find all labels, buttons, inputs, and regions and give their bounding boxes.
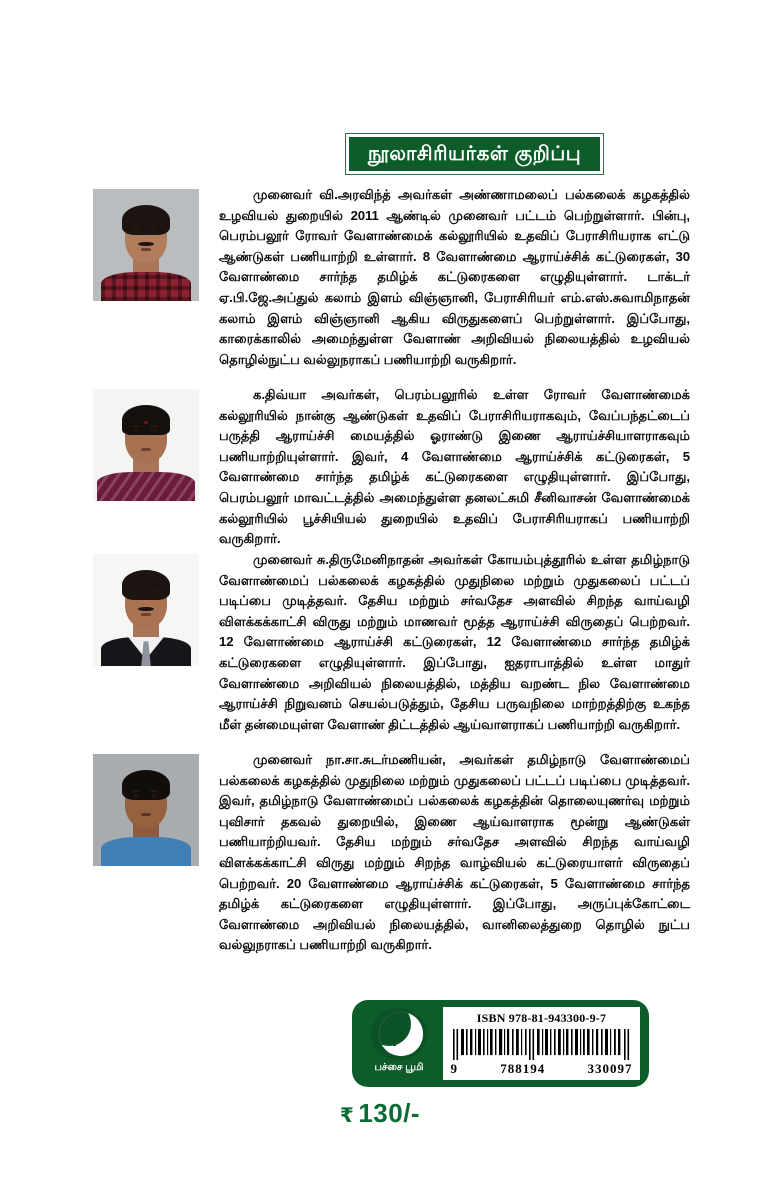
banner-fill	[349, 137, 600, 171]
barcode-digit-group2: 330097	[587, 1061, 633, 1076]
author-photo-2	[93, 389, 199, 501]
barcode-card	[443, 1007, 640, 1080]
author-photo-1	[93, 189, 199, 301]
leaf-farmer-icon	[371, 1008, 427, 1060]
author-bio: முனைவர் சு.திருமேனிநாதன் அவர்கள் கோயம்புத்தூரில் உள்ள தமிழ்நாடு வேளாண்மைப் பல்கலைக் கழகத்தில் முதுநிலை மற்றும் முதுகலைப் பட்டப் படிப்பை முடித்தவர். தேசிய மற்றும் சர்வதேச அளவில் சிறந்த வாய்வழி விளக்கக்காட்சி விருது மற்றும் மாணவர் மூத்த ஆராய்ச்சி விருதைப் பெற்றவர். 12 வேளாண்மை ஆராய்ச்சி கட்டுரைகள், 12 வேளாண்மை சார்ந்த தமிழ்க் கட்டுரைகளை எழுதியுள்ளார். இப்போது, ஐதராபாத்தில் உள்ள மாதுர் வேளாண்மை அறிவியல் நிலையத்தில், மத்திய வறண்ட நில வேளாண்மை ஆராய்ச்சி நிறுவனம் செயல்படுத்தும், தேசிய பருவநிலை மாற்றத்திற்கு உகந்த மீள் தன்மையுள்ள வேளாண் திட்டத்தில் ஆய்வாளராகப் பணியாற்றி வருகிறார்.	[219, 552, 690, 732]
author-block	[0, 550, 760, 750]
page-title: நூலாசிரியர்கள் குறிப்பு	[367, 143, 582, 165]
price-line	[0, 1098, 760, 1129]
isbn-publisher-badge	[352, 1000, 649, 1087]
author-block	[0, 385, 760, 550]
barcode-digit-left: 9	[450, 1061, 458, 1076]
author-bio: க.திவ்யா அவர்கள், பெரம்பலூரில் உள்ள ரோவர் வேளாண்மைக் கல்லூரியில் நான்கு ஆண்டுகள் உதவிப் பேராசிரியராகவும், வேப்பந்தட்டைப் பருத்தி ஆராய்ச்சி மையத்தில் ஓராண்டு இணை ஆராய்ச்சியாளராகவும் பணியாற்றியுள்ளார். இவர், 4 வேளாண்மை ஆராய்ச்சிக் கட்டுரைகள், 5 வேளாண்மை சார்ந்த தமிழ்க் கட்டுரைகளை எழுதியுள்ளார். இப்போது, பெரம்பலூர் மாவட்டத்தில் அமைந்துள்ள தனலட்சுமி சீனிவாசன் வேளாண்மைக் கல்லூரியில் பூச்சியியல் துறையில் உதவிப் பேராசிரியராகப் பணியாற்றி வருகிறார்.	[219, 387, 690, 547]
rupee-icon: ₹	[339, 1105, 355, 1127]
publisher-logo	[361, 1007, 437, 1080]
author-block	[0, 185, 760, 385]
publisher-name: பச்சை பூமி	[374, 1062, 424, 1073]
author-bio: முனைவர் வி.அரவிந்த் அவர்கள் அண்ணாமலைப் பல்கலைக் கழகத்தில் உழவியல் துறையில் 2011 ஆண்டில் முனைவர் பட்டம் பெற்றுள்ளார். பின்பு, பெரம்பலூர் ரோவர் வேளாண்மைக் கல்லூரியில் உதவிப் பேராசிரியராக எட்டு ஆண்டுகள் பணியாற்றி உள்ளார். 8 வேளாண்மை ஆராய்ச்சிக் கட்டுரைகள், 30 வேளாண்மை சார்ந்த தமிழ்க் கட்டுரைகளை எழுதியுள்ளார். டாக்டர் ஏ.பி.ஜே.அப்துல் கலாம் இளம் விஞ்ஞானி, பேராசிரியர் எம்.எஸ்.சுவாமிநாதன் கலாம் இளம் விஞ்ஞானி ஆகிய விருதுகளைப் பெற்றுள்ளார். இப்போது, காரைக்காலில் அமைந்துள்ள வேளாண் அறிவியல் நிலையத்தில் உழவியல் தொழில்நுட்ப வல்லுநராகப் பணியாற்றி வருகிறார்.	[219, 187, 690, 367]
authors-list	[0, 185, 760, 960]
barcode-digit-group1: 788194	[500, 1061, 546, 1076]
section-header-banner	[345, 133, 604, 175]
price-value: 130/-	[358, 1098, 421, 1128]
author-photo-3	[93, 554, 199, 666]
barcode-digits	[451, 1061, 633, 1077]
isbn-text: ISBN 978-81-943300-9-7	[476, 1011, 607, 1025]
author-photo-4	[93, 754, 199, 866]
author-block	[0, 750, 760, 960]
barcode-icon	[451, 1029, 633, 1060]
author-bio: முனைவர் நா.சா.சுடர்மணியன், அவர்கள் தமிழ்நாடு வேளாண்மைப் பல்கலைக் கழகத்தில் முதுநிலை மற்றும் முதுகலைப் பட்டப் படிப்பை முடித்தவர். இவர், தமிழ்நாடு வேளாண்மைப் பல்கலைக் கழகத்தின் தொலையுணர்வு மற்றும் புவிசார் தகவல் துறையில், இணை ஆய்வாளராக மூன்று ஆண்டுகள் பணியாற்றியவர். தேசிய மற்றும் சர்வதேச அளவில் சிறந்த வாய்வழி விளக்கக்காட்சி விருது மற்றும் சிறந்த வாழ்வியல் கட்டுரையாளர் விருதைப் பெற்றவர். 20 வேளாண்மை ஆராய்ச்சிக் கட்டுரைகள், 5 வேளாண்மை சார்ந்த தமிழ்க் கட்டுரைகளை எழுதியுள்ளார். இப்போது, அருப்புக்கோட்டை வேளாண்மை அறிவியல் நிலையத்தில், வானிலைத்துறை தொழில் நுட்ப வல்லுநராகப் பணியாற்றி வருகிறார்.	[219, 752, 690, 953]
